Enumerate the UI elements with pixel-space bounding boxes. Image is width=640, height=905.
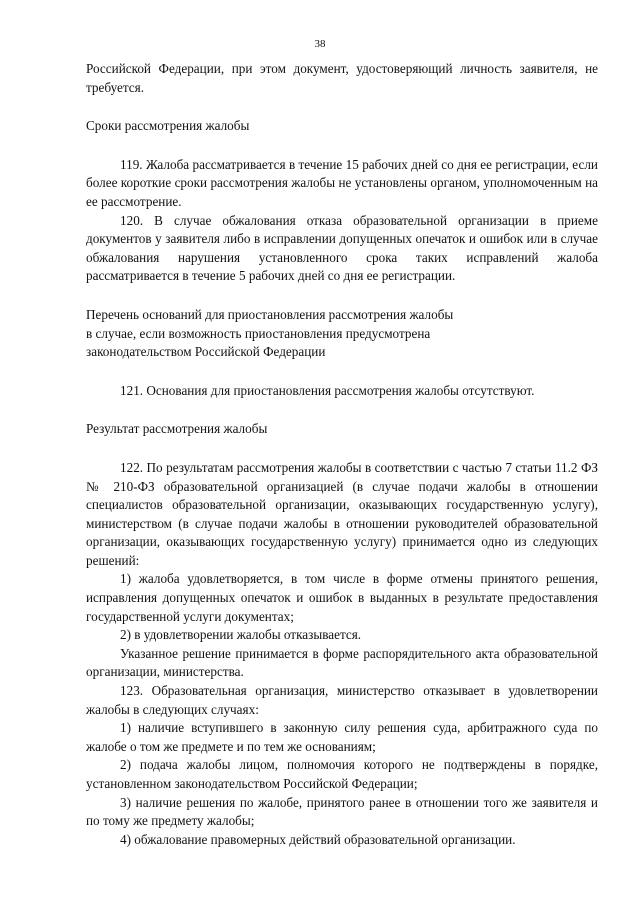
paragraph-123-item-4: 4) обжалование правомерных действий образовательной организации.: [120, 831, 516, 847]
intro-paragraph: Российской Федерации, при этом документ, удостоверяющий личность заявителя, не требуется.: [86, 61, 598, 95]
paragraph-122: 122. По результатам рассмотрения жалобы в соответствии с частью 7 статьи 11.2 ФЗ № 210-ФЗ образовательной организацией (в случае подачи жалобы в отношении специалистов образовательной организации, оказывающих государственную услугу), министерством (в случае подачи жалобы в отношении руководителей образовательной организации, оказывающих государственную услугу) принимается одно из следующих решений:: [86, 459, 598, 568]
paragraph-122-item-1: 1) жалоба удовлетворяется, в том числе в форме отмены принятого решения, исправления допущенных опечаток и ошибок в выданных в результате предоставления государственной услуги документах;: [86, 571, 598, 624]
heading-suspension: [86, 306, 598, 362]
page-number: 38: [314, 38, 326, 50]
heading-result: Результат рассмотрения жалобы: [86, 421, 268, 437]
paragraph-122-note: Указанное решение принимается в форме распорядительного акта образовательной организации, министерства.: [86, 645, 598, 680]
document-body: [86, 60, 598, 849]
paragraph-122-item-2: 2) в удовлетворении жалобы отказывается.: [120, 627, 362, 643]
paragraph-123-item-1: 1) наличие вступившего в законную силу решения суда, арбитражного суда по жалобе о том же предмете и по тем же основаниям;: [86, 720, 598, 754]
paragraph-123-item-3: 3) наличие решения по жалобе, принятого ранее в отношении того же заявителя и по тому же предмету жалобы;: [86, 794, 598, 829]
heading-suspension-line-1: Перечень оснований для приостановления рассмотрения жалобы: [86, 306, 454, 322]
heading-suspension-line-3: законодательством Российской Федерации: [86, 344, 326, 360]
heading-terms: Сроки рассмотрения жалобы: [86, 118, 250, 134]
heading-suspension-line-2: в случае, если возможность приостановления предусмотрена: [86, 325, 431, 341]
paragraph-121: 121. Основания для приостановления рассмотрения жалобы отсутствуют.: [120, 382, 535, 398]
paragraph-123: 123. Образовательная организация, министерство отказывает в удовлетворении жалобы в следующих случаях:: [86, 683, 598, 717]
paragraph-123-item-2: 2) подача жалобы лицом, полномочия которого не подтверждены в порядке, установленном законодательством Российской Федерации;: [86, 757, 598, 791]
paragraph-119: 119. Жалоба рассматривается в течение 15 рабочих дней со дня ее регистрации, если более короткие сроки рассмотрения жалобы не установлены органом, уполномоченным на ее рассмотрение.: [86, 156, 598, 209]
paragraph-120: 120. В случае обжалования отказа образовательной организации в приеме документов у заявителя либо в исправлении допущенных опечаток и ошибок или в случае обжалования нарушения установленного срока таких исправлений жалоба рассматривается в течение 5 рабочих дней со дня ее регистрации.: [86, 212, 598, 284]
